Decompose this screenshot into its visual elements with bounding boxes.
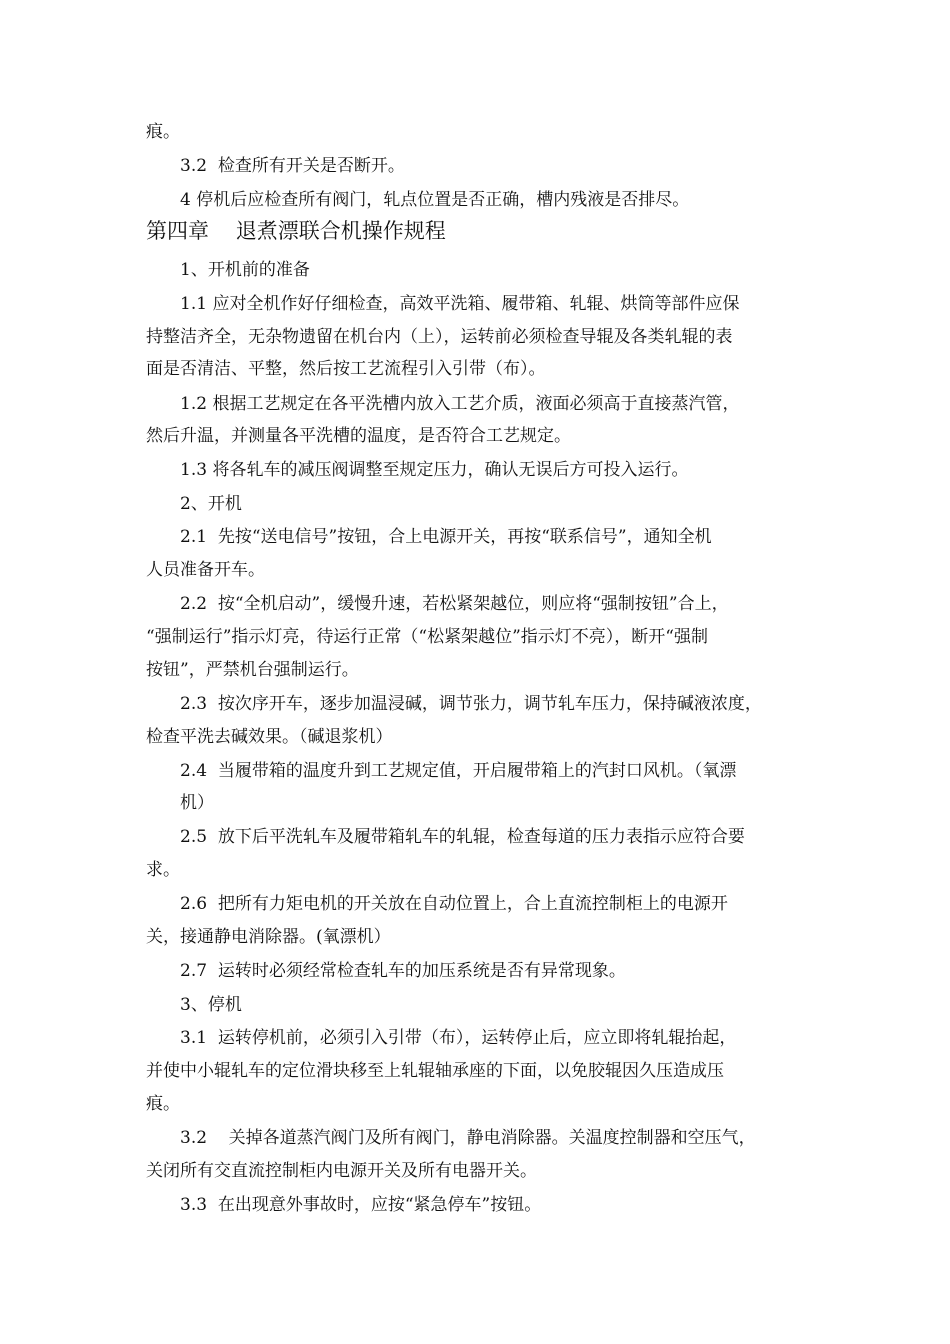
text-line: 持整洁齐全，无杂物遗留在机台内（上），运转前必须检查导辊及各类轧辊的表 bbox=[146, 327, 733, 347]
text-line: 痕。 bbox=[146, 122, 180, 142]
section-heading: 3、停机 bbox=[180, 995, 242, 1015]
text-line: 4 停机后应检查所有阀门，轧点位置是否正确，槽内残液是否排尽。 bbox=[180, 190, 690, 210]
text-line: 3.3 在出现意外事故时，应按“紧急停车”按钮。 bbox=[180, 1195, 542, 1215]
chapter-heading: 第四章 退煮漂联合机操作规程 bbox=[146, 219, 446, 243]
text-line: 检查平洗去碱效果。（碱退浆机） bbox=[146, 727, 393, 747]
text-line: 1.2 根据工艺规定在各平洗槽内放入工艺介质，液面必须高于直接蒸汽管， bbox=[180, 394, 740, 414]
text-line: 2.4 当履带箱的温度升到工艺规定值，开启履带箱上的汽封口风机。（氧漂 bbox=[180, 761, 737, 781]
text-line: “强制运行”指示灯亮，待运行正常（“松紧架越位”指示灯不亮），断开“强制 bbox=[146, 627, 708, 647]
text-line: 3.1 运转停机前，必须引入引带（布），运转停止后，应立即将轧辊抬起， bbox=[180, 1028, 737, 1048]
text-line: 1.1 应对全机作好仔细检查，高效平洗箱、履带箱、轧辊、烘筒等部件应保 bbox=[180, 294, 740, 314]
text-line: 2.6 把所有力矩电机的开关放在自动位置上，合上直流控制柜上的电源开 bbox=[180, 894, 728, 914]
text-line: 3.2 检查所有开关是否断开。 bbox=[180, 156, 405, 176]
text-line: 2.3 按次序开车，逐步加温浸碱，调节张力，调节轧车压力，保持碱液浓度， bbox=[180, 694, 762, 714]
text-line: 关，接通静电消除器。(氧漂机） bbox=[146, 927, 391, 947]
text-line: 人员准备开车。 bbox=[146, 560, 265, 580]
text-line: 2.2 按“全机启动”，缓慢升速，若松紧架越位，则应将“强制按钮”合上， bbox=[180, 594, 729, 614]
text-line: 按钮”，严禁机台强制运行。 bbox=[146, 660, 359, 680]
section-heading: 1、开机前的准备 bbox=[180, 260, 310, 280]
text-line: 面是否清洁、平整，然后按工艺流程引入引带（布）。 bbox=[146, 359, 546, 379]
text-line: 2.1 先按“送电信号”按钮，合上电源开关，再按“联系信号”，通知全机 bbox=[180, 527, 712, 547]
text-line: 并使中小辊轧车的定位滑块移至上轧辊轴承座的下面，以免胶辊因久压造成压 bbox=[146, 1061, 724, 1081]
text-line: 1.3 将各轧车的减压阀调整至规定压力，确认无误后方可投入运行。 bbox=[180, 460, 689, 480]
section-heading: 2、开机 bbox=[180, 494, 242, 514]
text-line: 2.5 放下后平洗轧车及履带箱轧车的轧辊，检查每道的压力表指示应符合要 bbox=[180, 827, 745, 847]
text-line: 然后升温，并测量各平洗槽的温度，是否符合工艺规定。 bbox=[146, 426, 571, 446]
text-line: 求。 bbox=[146, 860, 180, 880]
text-line: 3.2 关掉各道蒸汽阀门及所有阀门，静电消除器。关温度控制器和空压气， bbox=[180, 1128, 756, 1148]
text-line: 痕。 bbox=[146, 1094, 180, 1114]
text-line: 机） bbox=[180, 793, 214, 813]
text-line: 2.7 运转时必须经常检查轧车的加压系统是否有异常现象。 bbox=[180, 961, 626, 981]
text-line: 关闭所有交直流控制柜内电源开关及所有电器开关。 bbox=[146, 1161, 537, 1181]
